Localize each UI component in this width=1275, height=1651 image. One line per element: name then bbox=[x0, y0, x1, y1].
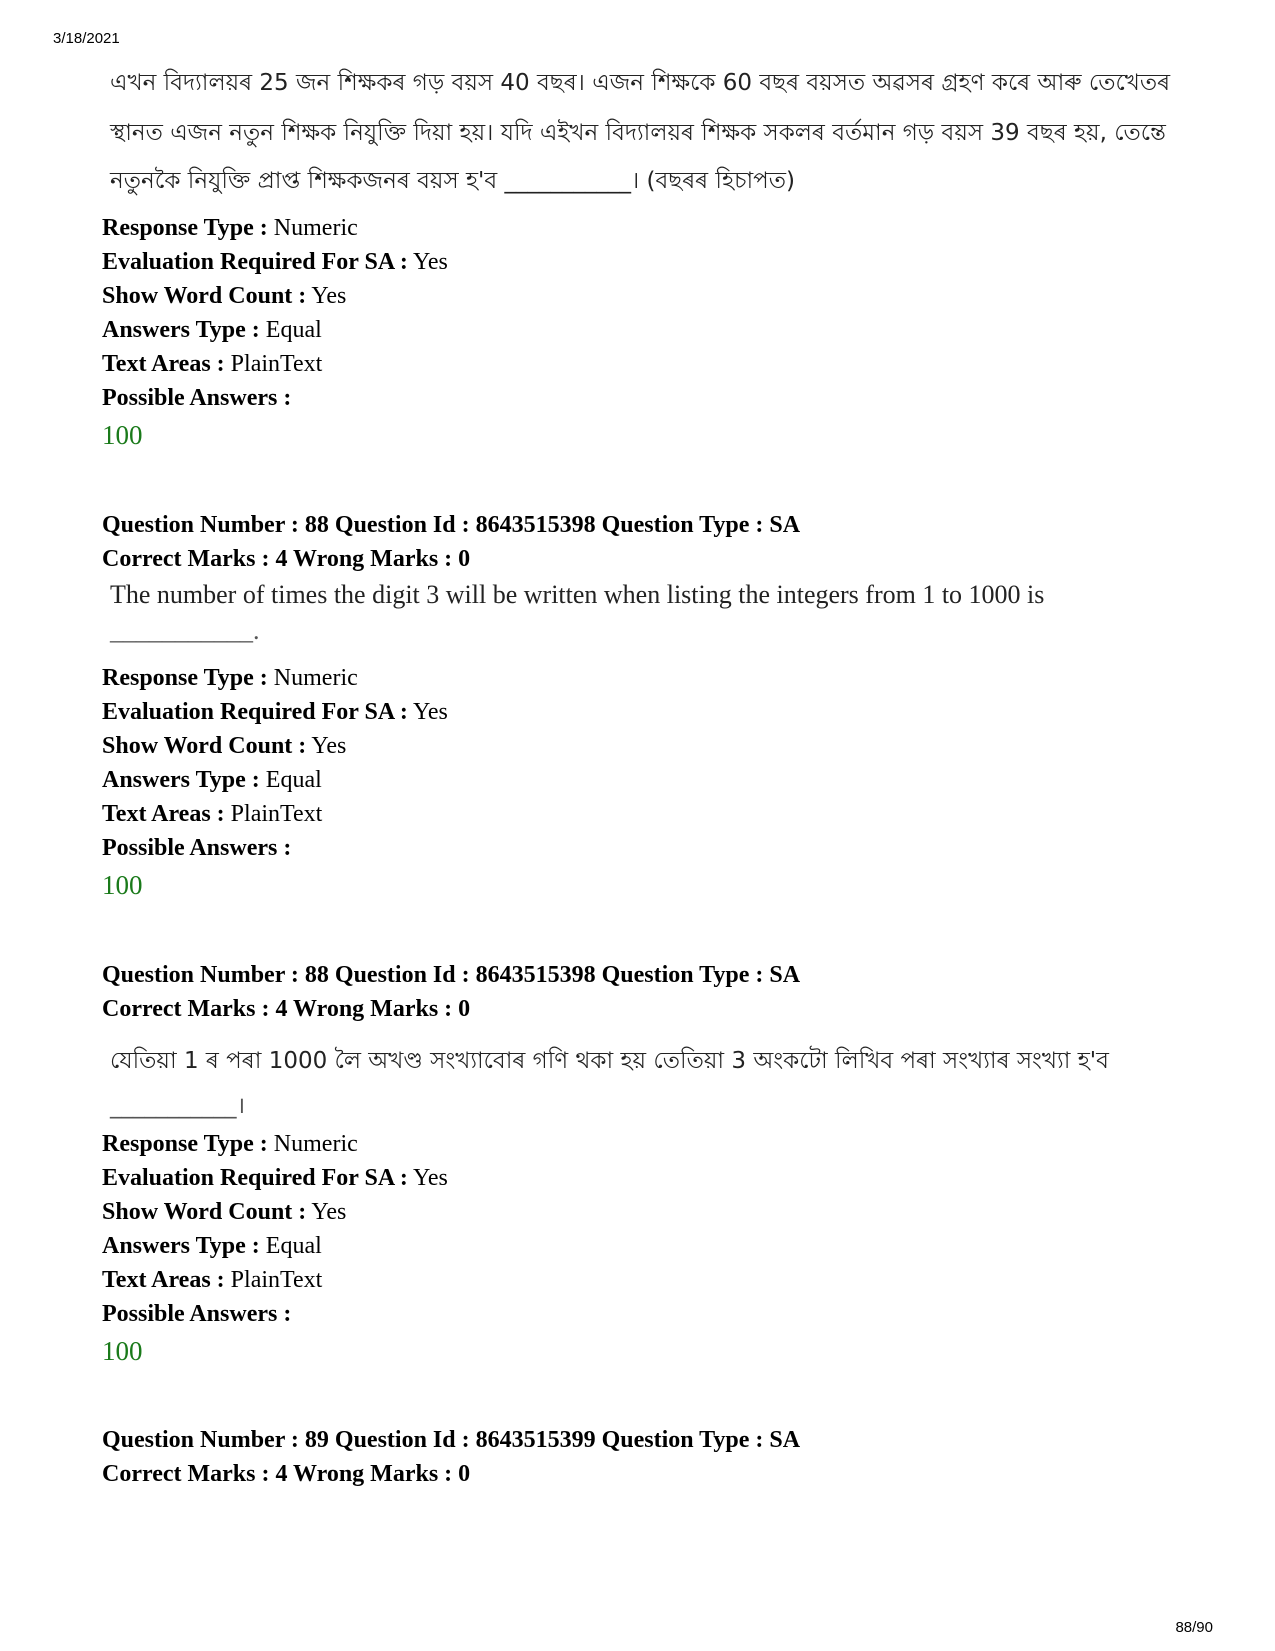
text-areas-row bbox=[102, 347, 448, 381]
evaluation-label: Evaluation Required For SA : bbox=[102, 1165, 408, 1191]
question-line: এখন বিদ্যালয়ৰ 25 জন শিক্ষকৰ গড় বয়স 40 বছৰ। এজন শিক্ষকে 60 বছৰ বয়সত অৱসৰ গ্ৰহণ কৰে আৰু তেখেতৰ bbox=[110, 70, 1171, 96]
text-areas-row bbox=[102, 797, 448, 831]
print-date: 3/18/2021 bbox=[53, 30, 120, 47]
marks-line: Correct Marks : 4 Wrong Marks : 0 bbox=[102, 1461, 471, 1487]
possible-answers-row bbox=[102, 381, 448, 415]
word-count-label: Show Word Count : bbox=[102, 283, 307, 309]
evaluation-value: Yes bbox=[412, 1165, 448, 1191]
answers-type-label: Answers Type : bbox=[102, 767, 260, 793]
answers-type-row bbox=[102, 1229, 448, 1263]
question-image-digit-count-english bbox=[98, 580, 1198, 650]
answers-type-value: Equal bbox=[265, 767, 322, 793]
question-line: যেতিয়া 1 ৰ পৰা 1000 লৈ অখণ্ড সংখ্যাবোৰ গণি থকা হয় তেতিয়া 3 অংকটো লিখিব পৰা সংখ্যাৰ সংখ্যা হ'ব bbox=[110, 1048, 1109, 1074]
response-type-label: Response Type : bbox=[102, 1131, 268, 1157]
word-count-row bbox=[102, 729, 448, 763]
possible-answers-row bbox=[102, 831, 448, 865]
possible-answers-label: Possible Answers : bbox=[102, 385, 292, 411]
possible-answers-label: Possible Answers : bbox=[102, 1301, 292, 1327]
word-count-value: Yes bbox=[311, 1199, 347, 1225]
answers-type-value: Equal bbox=[265, 1233, 322, 1259]
response-type-row bbox=[102, 1127, 448, 1161]
text-areas-row bbox=[102, 1263, 448, 1297]
page-number: 88/90 bbox=[1175, 1619, 1213, 1636]
response-type-value: Numeric bbox=[273, 215, 358, 241]
text-areas-label: Text Areas : bbox=[102, 801, 225, 827]
evaluation-label: Evaluation Required For SA : bbox=[102, 699, 408, 725]
question-line: The number of times the digit 3 will be written when listing the integers from 1 to 1000 is bbox=[110, 580, 1045, 609]
question-id-line: Question Number : 89 Question Id : 8643515399 Question Type : SA bbox=[102, 1427, 801, 1453]
response-type-value: Numeric bbox=[273, 665, 358, 691]
response-type-value: Numeric bbox=[273, 1131, 358, 1157]
evaluation-row bbox=[102, 245, 448, 279]
response-type-label: Response Type : bbox=[102, 665, 268, 691]
question-blank: ___________। bbox=[110, 1093, 246, 1119]
question-id-line: Question Number : 88 Question Id : 8643515398 Question Type : SA bbox=[102, 962, 801, 988]
word-count-value: Yes bbox=[311, 733, 347, 759]
text-areas-label: Text Areas : bbox=[102, 351, 225, 377]
answers-type-row bbox=[102, 313, 448, 347]
question-blank: ___________. bbox=[110, 616, 260, 645]
question-line: নতুনকৈ নিযুক্তি প্ৰাপ্ত শিক্ষকজনৰ বয়স হ'ব ___________। (বছৰৰ হিচাপত) bbox=[110, 168, 796, 194]
possible-answer-value: 100 bbox=[102, 1336, 143, 1366]
question-line: স্থানত এজন নতুন শিক্ষক নিযুক্তি দিয়া হয়। যদি এইখন বিদ্যালয়ৰ শিক্ষক সকলৰ বৰ্তমান গড় বয়স 39 বছৰ হয়, তেন্তে bbox=[110, 120, 1166, 146]
question-header bbox=[102, 958, 800, 1026]
answers-type-value: Equal bbox=[265, 317, 322, 343]
evaluation-label: Evaluation Required For SA : bbox=[102, 249, 408, 275]
question-image-digit-count-assamese bbox=[98, 1042, 1198, 1122]
possible-answers-label: Possible Answers : bbox=[102, 835, 292, 861]
text-areas-label: Text Areas : bbox=[102, 1267, 225, 1293]
possible-answer-value: 100 bbox=[102, 420, 143, 450]
response-type-row bbox=[102, 211, 448, 245]
answers-type-row bbox=[102, 763, 448, 797]
word-count-row bbox=[102, 1195, 448, 1229]
answers-type-label: Answers Type : bbox=[102, 1233, 260, 1259]
text-areas-value: PlainText bbox=[230, 1267, 323, 1293]
answers-type-label: Answers Type : bbox=[102, 317, 260, 343]
word-count-row bbox=[102, 279, 448, 313]
question-header bbox=[102, 508, 800, 576]
evaluation-value: Yes bbox=[412, 249, 448, 275]
evaluation-row bbox=[102, 695, 448, 729]
question-image-assamese-average-age bbox=[98, 62, 1198, 202]
text-areas-value: PlainText bbox=[230, 801, 323, 827]
word-count-label: Show Word Count : bbox=[102, 1199, 307, 1225]
question-id-line: Question Number : 88 Question Id : 8643515398 Question Type : SA bbox=[102, 512, 801, 538]
word-count-label: Show Word Count : bbox=[102, 733, 307, 759]
evaluation-row bbox=[102, 1161, 448, 1195]
possible-answer-value: 100 bbox=[102, 870, 143, 900]
possible-answers-row bbox=[102, 1297, 448, 1331]
question-meta bbox=[102, 1127, 448, 1371]
question-meta bbox=[102, 661, 448, 905]
question-header bbox=[102, 1423, 800, 1491]
response-type-label: Response Type : bbox=[102, 215, 268, 241]
response-type-row bbox=[102, 661, 448, 695]
question-meta bbox=[102, 211, 448, 455]
marks-line: Correct Marks : 4 Wrong Marks : 0 bbox=[102, 546, 471, 572]
evaluation-value: Yes bbox=[412, 699, 448, 725]
text-areas-value: PlainText bbox=[230, 351, 323, 377]
marks-line: Correct Marks : 4 Wrong Marks : 0 bbox=[102, 996, 471, 1022]
word-count-value: Yes bbox=[311, 283, 347, 309]
